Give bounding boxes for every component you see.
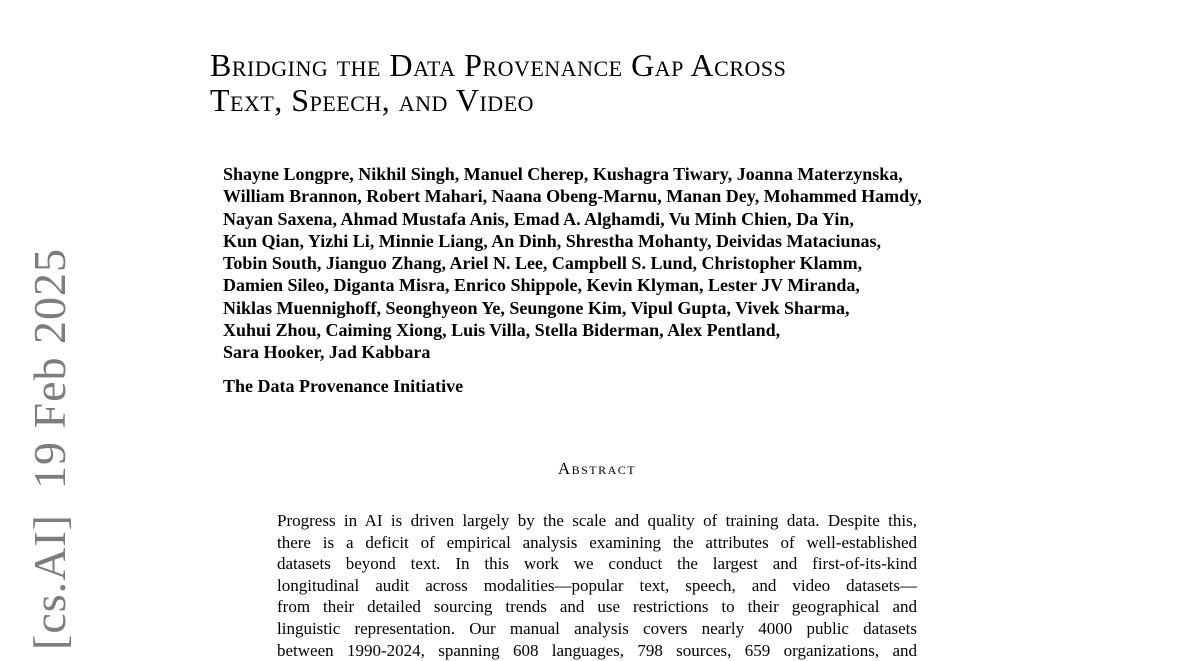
author-line: Tobin South, Jianguo Zhang, Ariel N. Lee, Campbell S. Lund, Christopher Klamm, xyxy=(223,253,863,274)
author-line: Damien Sileo, Diganta Misra, Enrico Shippole, Kevin Klyman, Lester JV Miranda, xyxy=(223,275,860,296)
author-line: Shayne Longpre, Nikhil Singh, Manuel Cherep, Kushagra Tiwary, Joanna Materzynska, xyxy=(223,164,903,184)
abstract-heading: Abstract xyxy=(557,459,637,478)
author-line: Kun Qian, Yizhi Li, Minnie Liang, An Dinh, Shrestha Mohanty, Deividas Mataciunas, xyxy=(223,230,881,251)
abstract-line: from their detailed sourcing trends and use restrictions to their geographical and xyxy=(277,597,917,617)
affiliation-label: The Data Provenance Initiative xyxy=(223,376,464,396)
abstract-line: between 1990-2024, spanning 608 languages, 798 sources, 659 organizations, and xyxy=(277,640,917,660)
abstract-line: there is a deficit of empirical analysis examining the attributes of well-established xyxy=(277,532,917,552)
abstract-text xyxy=(277,510,917,661)
paper-title-line: Text, Speech, and Video xyxy=(210,82,535,118)
abstract-line: datasets beyond text. In this work we conduct the largest and first-of-its-kind xyxy=(277,554,917,574)
author-line: Niklas Muennighoff, Seonghyeon Ye, Seungone Kim, Vipul Gupta, Vivek Sharma, xyxy=(223,297,850,318)
abstract-line: Progress in AI is driven largely by the scale and quality of training data. Despite this, xyxy=(277,511,917,530)
author-list xyxy=(223,163,922,364)
paper-title-line: Bridging the Data Provenance Gap Across xyxy=(210,47,787,83)
arxiv-watermark-label: [cs.AI] 19 Feb 2025 xyxy=(24,248,75,650)
abstract-line: longitudinal audit across modalities—popular text, speech, and video datasets— xyxy=(277,575,917,595)
author-line: Sara Hooker, Jad Kabbara xyxy=(223,342,431,363)
author-line: Xuhui Zhou, Caiming Xiong, Luis Villa, Stella Biderman, Alex Pentland, xyxy=(223,320,781,341)
paper-title xyxy=(210,48,786,118)
author-line: William Brannon, Robert Mahari, Naana Obeng-Marnu, Manan Dey, Mohammed Hamdy, xyxy=(223,186,922,207)
author-line: Nayan Saxena, Ahmad Mustafa Anis, Emad A. Alghamdi, Vu Minh Chien, Da Yin, xyxy=(223,208,854,229)
abstract-line: linguistic representation. Our manual analysis covers nearly 4000 public datasets xyxy=(277,618,917,638)
